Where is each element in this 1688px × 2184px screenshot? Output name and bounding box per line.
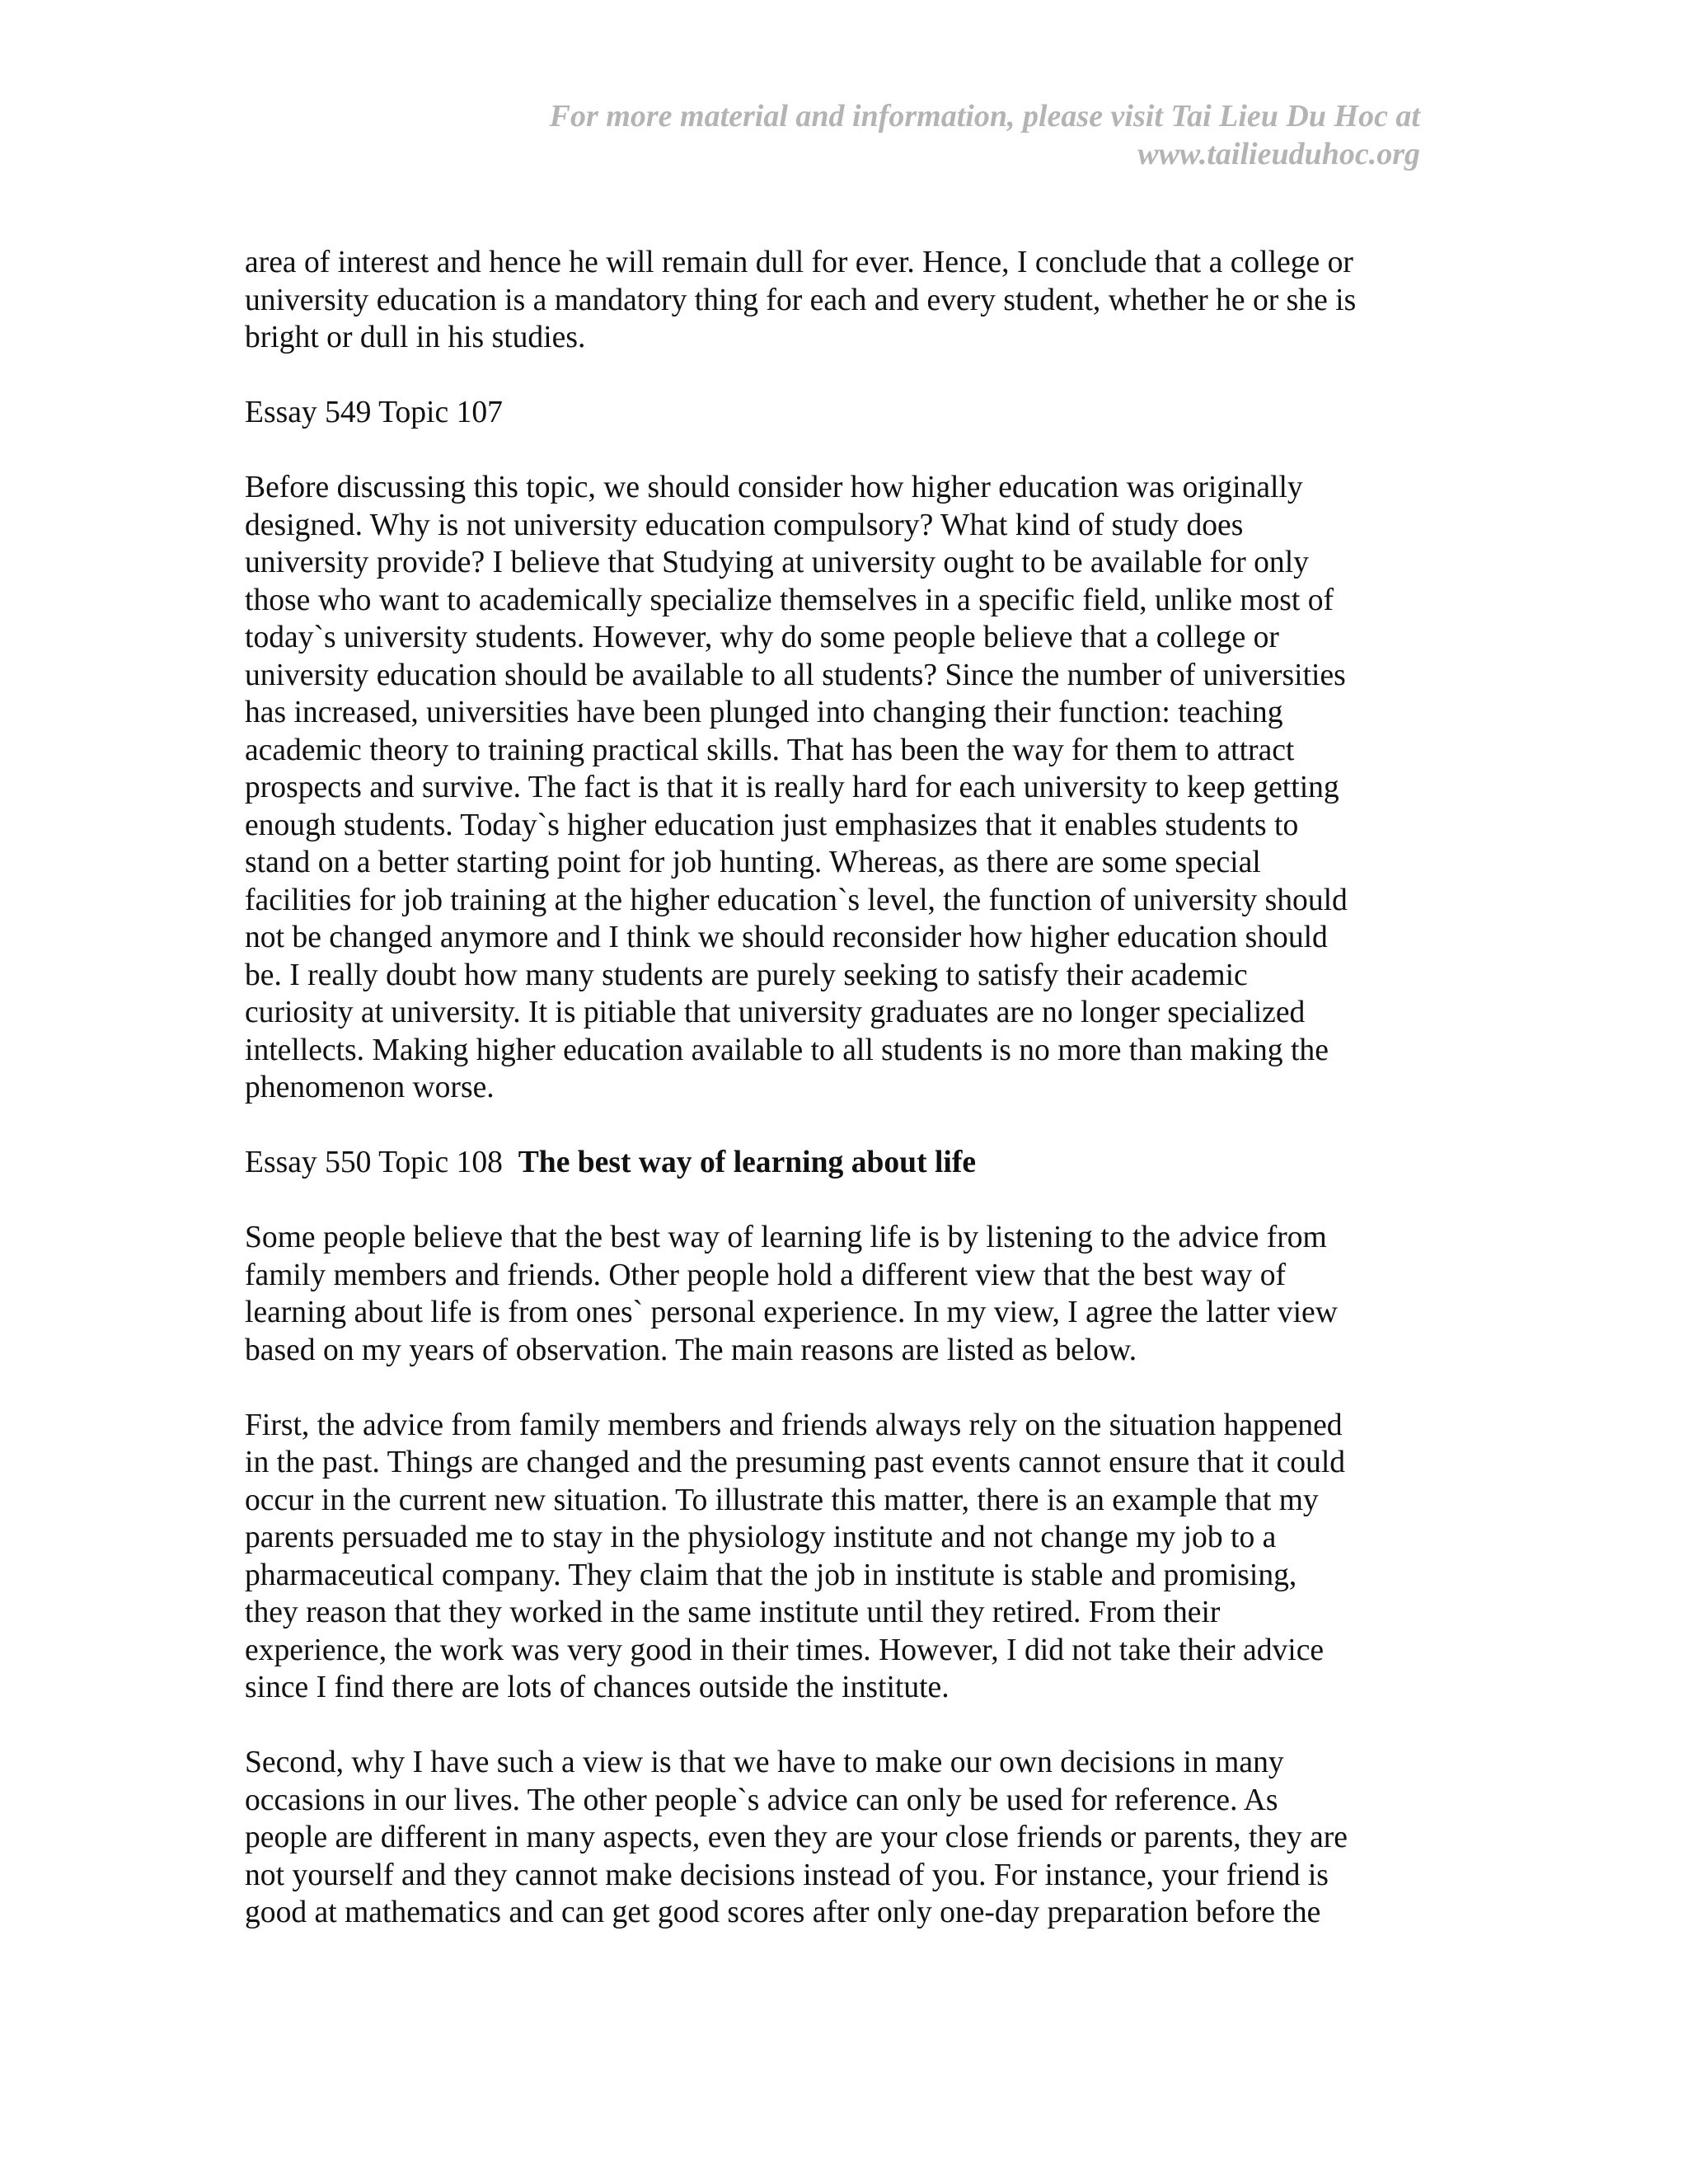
text-line: in the past. Things are changed and the presuming past events cannot ensure that it could — [245, 1446, 1346, 1479]
text-line: university provide? I believe that Studying at university ought to be available for only — [245, 546, 1309, 579]
text-line: good at mathematics and can get good scores after only one-day preparation before the — [245, 1896, 1321, 1929]
text-line: has increased, universities have been plunged into changing their function: teaching — [245, 696, 1283, 729]
text-line: curiosity at university. It is pitiable that university graduates are no longer specialized — [245, 996, 1306, 1029]
page-header — [266, 97, 1420, 173]
text-line: academic theory to training practical skills. That has been the way for them to attract — [245, 733, 1295, 767]
text-line: today`s university students. However, why do some people believe that a college or — [245, 621, 1279, 654]
text-line: prospects and survive. The fact is that it is really hard for each university to keep getting — [245, 771, 1339, 804]
paragraph — [245, 1407, 1440, 1707]
text-line: pharmaceutical company. They claim that the job in institute is stable and promising, — [245, 1558, 1297, 1592]
text-line: area of interest and hence he will remain dull for ever. Hence, I conclude that a college or — [245, 246, 1353, 279]
essay-550-label: Essay 550 Topic 108 — [245, 1146, 503, 1179]
essay-550-heading — [245, 1144, 1440, 1182]
text-line: based on my years of observation. The main reasons are listed as below. — [245, 1333, 1137, 1367]
text-line: First, the advice from family members and friends always rely on the situation happened — [245, 1408, 1343, 1442]
text-line: intellects. Making higher education available to all students is no more than making the — [245, 1033, 1329, 1067]
header-line-1: For more material and information, please visit Tai Lieu Du Hoc at — [549, 99, 1420, 134]
header-link[interactable]: www.tailieuduhoc.org — [1137, 137, 1420, 171]
text-line: be. I really doubt how many students are purely seeking to satisfy their academic — [245, 958, 1248, 992]
essay-550-title: The best way of learning about life — [518, 1146, 977, 1179]
paragraph — [245, 244, 1440, 357]
text-line: Second, why I have such a view is that we have to make our own decisions in many — [245, 1746, 1284, 1779]
text-line: occasions in our lives. The other people`s advice can only be used for reference. As — [245, 1783, 1278, 1817]
text-line: learning about life is from ones` personal experience. In my view, I agree the latter view — [245, 1296, 1338, 1329]
paragraph — [245, 1744, 1440, 1932]
text-line: parents persuaded me to stay in the physiology institute and not change my job to a — [245, 1521, 1277, 1554]
text-line: Some people believe that the best way of learning life is by listening to the advice from — [245, 1221, 1327, 1254]
text-line: since I find there are lots of chances outside the institute. — [245, 1671, 950, 1704]
paragraph — [245, 394, 1440, 432]
text-line: stand on a better starting point for job hunting. Whereas, as there are some special — [245, 846, 1261, 879]
paragraph — [245, 1219, 1440, 1369]
text-line: bright or dull in his studies. — [245, 321, 586, 354]
text-line: facilities for job training at the higher education`s level, the function of university should — [245, 883, 1348, 917]
text-line: Essay 549 Topic 107 — [245, 396, 503, 429]
text-line: designed. Why is not university education compulsory? What kind of study does — [245, 508, 1244, 542]
text-line: enough students. Today`s higher education just emphasizes that it enables students to — [245, 808, 1299, 842]
text-line: university education should be available to all students? Since the number of universities — [245, 658, 1346, 692]
text-line: not be changed anymore and I think we should reconsider how higher education should — [245, 921, 1328, 954]
text-line: occur in the current new situation. To illustrate this matter, there is an example that my — [245, 1483, 1319, 1517]
text-line: people are different in many aspects, even they are your close friends or parents, they are — [245, 1821, 1348, 1854]
text-line: university education is a mandatory thing for each and every student, whether he or she is — [245, 283, 1357, 317]
text-line: family members and friends. Other people hold a different view that the best way of — [245, 1258, 1286, 1292]
text-line: phenomenon worse. — [245, 1071, 495, 1104]
text-line: Before discussing this topic, we should consider how higher education was originally — [245, 471, 1303, 504]
document-body — [245, 244, 1440, 1969]
paragraph — [245, 469, 1440, 1107]
text-line: not yourself and they cannot make decisions instead of you. For instance, your friend is — [245, 1858, 1329, 1892]
text-line: experience, the work was very good in their times. However, I did not take their advice — [245, 1633, 1325, 1667]
text-line: they reason that they worked in the same institute until they retired. From their — [245, 1596, 1221, 1629]
text-line: those who want to academically specialize themselves in a specific field, unlike most of — [245, 583, 1334, 617]
